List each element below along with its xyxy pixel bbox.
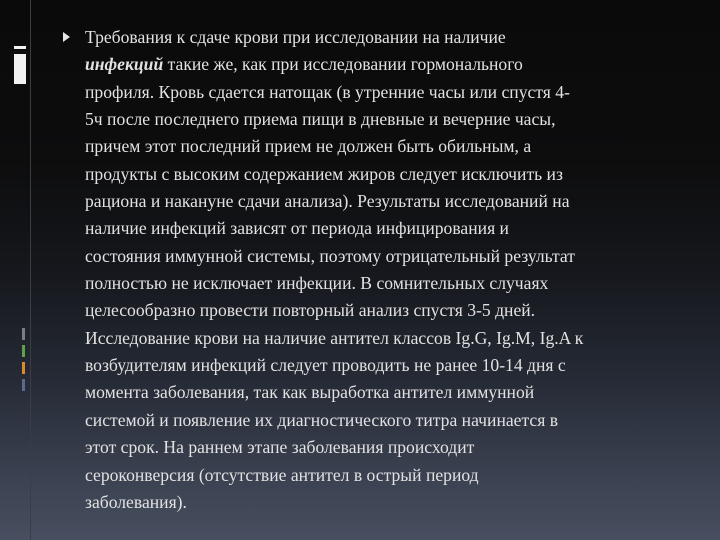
bullet-arrow-icon xyxy=(63,32,70,42)
deco-bar-white-1 xyxy=(14,46,26,49)
text-line: полностью не исключает инфекции. В сомнительных случаях xyxy=(85,273,549,294)
text-line: Требования к сдаче крови при исследовании на наличие xyxy=(85,27,506,47)
deco-bar-orange xyxy=(22,362,25,374)
deco-bar-gray xyxy=(22,328,25,340)
bullet-text xyxy=(85,24,703,516)
text-line: заболевания). xyxy=(85,491,187,512)
text-line: сероконверсия (отсутствие антител в острый период xyxy=(85,464,479,485)
left-decoration xyxy=(0,0,30,540)
text-line: наличие инфекций зависят от периода инфицирования и xyxy=(85,218,509,239)
deco-bar-white-2 xyxy=(14,54,26,84)
slide-content xyxy=(63,24,703,516)
text-line: этот срок. На раннем этапе заболевания происходит xyxy=(85,437,475,458)
text-line: инфекций такие же, как при исследовании гормонального xyxy=(85,54,523,75)
text-line: профиля. Кровь сдается натощак (в утренние часы или спустя 4- xyxy=(85,81,570,102)
bullet-item xyxy=(63,24,703,516)
text-line: причем этот последний прием не должен быть обильным, а xyxy=(85,136,532,157)
deco-bar-green xyxy=(22,345,25,357)
text-line: 5ч после последнего приема пищи в дневные и вечерние часы, xyxy=(85,109,556,130)
text-line: продукты с высоким содержанием жиров следует исключить из xyxy=(85,163,563,184)
text-line: состояния иммунной системы, поэтому отрицательный результат xyxy=(85,245,575,266)
text-line: целесообразно провести повторный анализ спустя 3-5 дней. xyxy=(85,300,536,321)
deco-bar-blue xyxy=(22,379,25,391)
text-line: возбудителям инфекций следует проводить не ранее 10-14 дня с xyxy=(85,355,566,376)
text-line: Исследование крови на наличие антител классов Ig.G, Ig.M, Ig.A к xyxy=(85,327,584,348)
emphasized-word: инфекций xyxy=(85,54,164,75)
vertical-divider xyxy=(30,0,31,540)
text-line: рациона и накануне сдачи анализа). Результаты исследований на xyxy=(85,191,570,212)
text-line: момента заболевания, так как выработка антител иммунной xyxy=(85,382,535,403)
text-line: системой и появление их диагностического титра начинается в xyxy=(85,409,558,430)
